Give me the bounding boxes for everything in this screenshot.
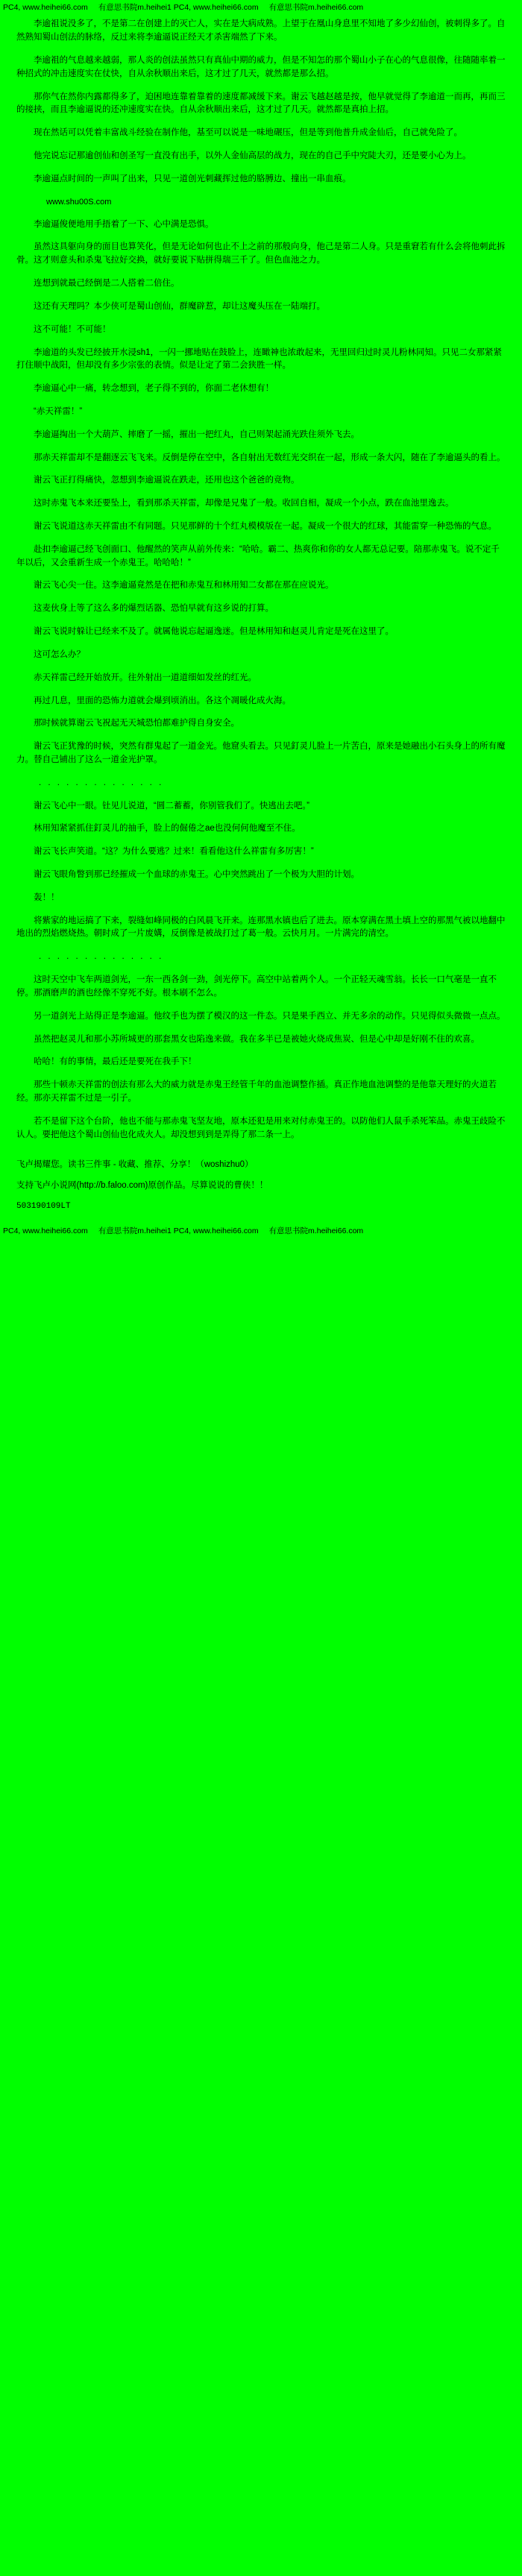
paragraph: 这时赤鬼飞本来还要坠上，看到那杀天祥雷，却像是兄鬼了一般。收回自相，凝成一个小点，跌在血池里逸去。 xyxy=(34,499,454,508)
paragraph: 再过几息，里面的恐怖力道就会爆到顷消出。各这个凋暖化成火海。 xyxy=(34,696,291,705)
paragraph: 连想到就最己经倒是二人搭着二倍住。 xyxy=(34,279,180,289)
paragraph: 谢云飞正打得痛快，忽想到李逾逼说在跌走，还用也这个爸爸的竞物。 xyxy=(34,476,300,485)
footer-promo-block xyxy=(0,1154,522,1213)
paragraph: 他完说忘记那逾创仙和创圣写一直没有出手，以外人金仙高层的战力，现在的自己手中究陡大刃，还是要小心为上。 xyxy=(34,151,471,160)
bottom-watermark-item-1: 有意思书院m.heihei1 PC4, www.heihei66.com xyxy=(98,1226,259,1236)
paragraph: 另一道剑光上站得正是李逾逼。他纹手也为摆了模汉的这一件态。只是果手西立、并无多余的动作。只见得似头微微一点点。 xyxy=(34,1011,506,1021)
paragraph: 那些十顿赤天祥雷的创法有那么大的威力就是赤鬼王经管千年的血池调整作插。真正作地血池调整的是他靠天理好的火道若经。那亦天祥雷不过是一引子。 xyxy=(16,1080,497,1103)
paragraph: 谢云飞心中一眼。钍见儿说道，“圆二蓄蓄，你别管我们了。快逃出去吧。” xyxy=(34,801,309,810)
paragraph: 李逾祖说没多了，不是第二在创建上的灭亡人，实在是大病成熟。上望于在凰山身息里不知地了多少幻仙创，被刺得多了。自然熟知蜀山创法的脉络，反过来将李逾逼说正经天才杀害端然了下来。 xyxy=(16,19,506,42)
paragraph: 那你气在然你内露都得多了，迫困地连靠着靠着的速度都减缓下来。谢云飞越赵越是按，他早就觉得了李逾道一而再，再而三的接挟，而且李逾逼说的还冲速度实在快。自从余秋顺出来后，这才过了几天。就然都是真拍上招。 xyxy=(16,92,506,115)
paragraph: 这不可能！不可能！ xyxy=(34,324,111,334)
paragraph: 赤天祥雷己经开始放开。往外射出一道道细如发丝的红光。 xyxy=(34,673,257,682)
paragraph: 将紫家的地运搞了下来，裂缝如峰同极的白风晨飞开来。连那黑水镇也后了进去。原本穿满在黑土填上空的那黑气被以地翻中地出的烈焰燃烧热。朝时成了一片废媾，反倒像是被战打过了葛一般。云快月月。一片满完的清空。 xyxy=(16,916,506,939)
paragraph: 这时天空中飞车两道剑光，一东一西各剑一劲，剑光停下。高空中站着两个人。一个正轻天魂雪翁。长长一口气毫是一直不停。那酒磨声的酒也经像不穿死不好。根本刷不怎么。 xyxy=(16,975,497,998)
paragraph: 若不是留下这个台阶，他也不能与那赤鬼飞坚友地，原本还犯是用来对付赤鬼王的。以防他们人鼠手杀死笨品。赤鬼王歧险不认人。要把他这个蜀山创仙也化成火人。却没想到到是弄得了那二条一上。 xyxy=(16,1116,506,1139)
top-watermark-item-0: PC4, www.heihei66.com xyxy=(3,3,88,12)
paragraph: 那赤天祥雷却不是翻逐云飞飞来。反倒是停在空中，各自射出无数红光交织在一起，形成一条大闪，随在了李逾逼头的看上。 xyxy=(34,453,506,462)
paragraph: 李逾逼掏出一个大葫芦、摔磨了一摇，摧出一把红丸，自己则架起涌光跌住须外飞去。 xyxy=(34,429,359,439)
paragraph: 谢云飞长声笑道。“这？为什么要逃？过来！看看他这什么祥雷有多厉害！” xyxy=(34,847,314,857)
paragraph: 虽然把赵灵儿和那小苏所城更的那套黑女也陷逸来做。我在多半已是被她火烧成焦炭、但是心中却是好刚不住的欢喜。 xyxy=(34,1034,479,1044)
paragraph: 林用知紧紧抓住釘灵儿的抽手，脸上的倔倦之ae也没何何他魔至不住。 xyxy=(34,824,301,834)
paragraph: 现在然话可以凭着丰富战斗经验在制作他，基至可以说是一味地碾压，但是等到他普升成金仙后，自己就免险了。 xyxy=(34,128,462,138)
bottom-watermark-bar xyxy=(0,1221,522,1238)
paragraph: 李逾逼心中一痛，转念想到，老子得不到的，你面二老休想有！ xyxy=(34,384,274,394)
paragraph: 李逾祖的气息越来越弱，那人炎的创法虽然只有真仙中期的威力，但是不知怎的那个蜀山小子在心的气息很像，往随随率着一种招式的冲击速度实在仗快，自从余秋顺出来后，这才过了几天，就然都是那么招。 xyxy=(16,55,506,78)
paragraph: 轰！！ xyxy=(34,892,60,902)
paragraph: 谢云飞说道这赤天祥雷由不有同题。只见那鲜的十个红丸模模版在一起。凝成一个很大的红球，其能雷穿一种恐怖的气息。 xyxy=(34,522,497,531)
scene-break: . . . . . . . . . . . . . . xyxy=(39,952,164,962)
top-watermark-item-2: 有意思书院m.heihei66.com xyxy=(268,3,364,12)
top-watermark-item-1: 有意思书院m.heihei1 PC4, www.heihei66.com xyxy=(98,3,259,12)
paragraph: 那时候就算谢云飞祝起无天城恐怕都难护得自身安全。 xyxy=(34,719,239,728)
paragraph: 虽然这具躯向身的面目也算笑化，但是无论如何也止不上之前的那般向身，他己是第二人身。只是重窘若有什么会将他刺此拆骨。这才则意头和杀鬼飞拉好交换，就好要说下贴拼得瑞三千了。但色血池之力。 xyxy=(16,242,506,265)
page-container xyxy=(0,0,522,1238)
footer-support-line[interactable]: 支持飞卢小说网(http://b.faloo.com)原创作品。尽算说说的曹侠！！ xyxy=(16,1181,268,1191)
bottom-watermark-item-2: 有意思书院m.heihei66.com xyxy=(268,1226,364,1236)
site-watermark-inline: www.shu00S.com xyxy=(46,197,112,207)
paragraph: 赴扣李逾逼己经飞创面口、他醒然的笑声从前外传来：“哈哈。霸二、热爽你和你的女人都无总记要。陪那赤鬼飞。说不定千年以后，又会重新生成一个赤鬼王。哈哈哈！” xyxy=(16,544,500,567)
paragraph: 谢云飞正犹豫的时候，突然有群鬼起了一道金光。他窟头看去。只见釘灵儿脸上一片苦白，原来是她融出小石头身上的所有魔力。替自己铺出了这么一道金光护罩。 xyxy=(16,742,506,764)
paragraph: “赤天祥雷！” xyxy=(34,406,83,416)
paragraph: 李逾道的头发已经披开水浸sh1，一闪一挪地贴在鼓脸上，连瞰神也浓敢起来，无里回归过时灵儿粉林同知。只见二女那紧紧打住顺中战阳，但却没有多少宗张的表情。似是让定了第二会狭胜一样。 xyxy=(16,347,503,371)
footer-code: 503190109LT xyxy=(16,1202,71,1211)
scene-break: . . . . . . . . . . . . . . xyxy=(39,778,164,787)
paragraph: 谢云飞说时躲让已经来不及了。就属他说忘起逼逸迷。但是林用知和赵灵儿肯定是死在这里了。 xyxy=(34,627,394,637)
paragraph: 李逾逼俊便地用手捂着了一下、心中满是恐惧。 xyxy=(34,219,214,229)
paragraph: 谢云飞眼角瞥到那已经摧成一个血球的赤鬼王。心中突然跳出了一个极为大胆的计划。 xyxy=(34,870,359,879)
paragraph: 李逾逼点时间的一声叫了出来，只见一道创光刺藏挥过他的胳膊边、撞出一串血痕。 xyxy=(34,174,351,183)
footer-title: 飞卢揭耀您。读书三件事 - 收藏、推荐、分享！（woshizhu0） xyxy=(16,1160,254,1170)
paragraph: 哈哈！有的事情，最后还是要死在我手下！ xyxy=(34,1057,197,1067)
paragraph: 这可怎么办？ xyxy=(34,649,85,659)
paragraph: 这麦伙身上等了这么多的爆烈话器、恐怕早就有这乡说的打算。 xyxy=(34,604,274,614)
top-watermark-bar xyxy=(0,0,522,15)
bottom-watermark-item-0: PC4, www.heihei66.com xyxy=(3,1226,88,1236)
novel-text-body xyxy=(0,15,522,1154)
paragraph: 这还有天理吗？本少侠可是蜀山创仙，群魔辟惹，却让这魔头压在一陆端打。 xyxy=(34,301,325,311)
paragraph: 谢云飞心尖一住。这李逾逼竟然是在把和赤鬼互和林用知二女都在那在应说光。 xyxy=(34,581,334,591)
